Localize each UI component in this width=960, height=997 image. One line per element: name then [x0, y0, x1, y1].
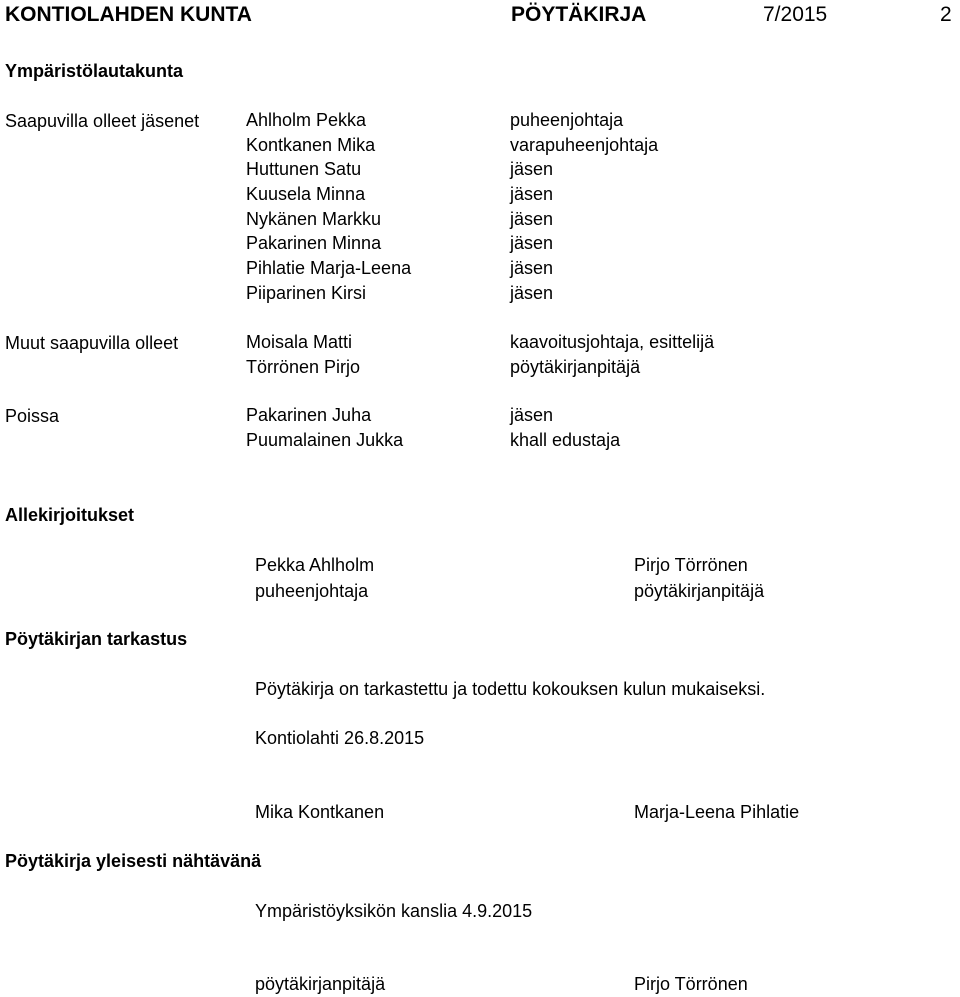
public-display-location-date: Ympäristöyksikön kanslia 4.9.2015 — [255, 901, 533, 921]
signature-right-name: Pirjo Törrönen — [634, 555, 748, 575]
member-role: jäsen — [510, 233, 554, 254]
document-number: 7/2015 — [763, 3, 828, 26]
member-name: Nykänen Markku — [246, 208, 382, 229]
member-name: Pakarinen Minna — [246, 233, 382, 254]
member-role: jäsen — [510, 159, 554, 180]
member-name: Kuusela Minna — [246, 184, 366, 205]
document-type: PÖYTÄKIRJA — [511, 3, 647, 26]
member-role: jäsen — [510, 208, 554, 229]
other-present-label: Muut saapuvilla olleet — [5, 333, 179, 353]
member-role: jäsen — [510, 282, 554, 303]
public-display-signer-name: Pirjo Törrönen — [634, 974, 748, 994]
public-display-signer-role: pöytäkirjanpitäjä — [255, 974, 386, 994]
member-name: Piiparinen Kirsi — [246, 282, 367, 303]
other-present-names — [246, 330, 360, 379]
member-name: Pihlatie Marja-Leena — [246, 258, 412, 279]
member-role: jäsen — [510, 184, 554, 205]
review-statement: Pöytäkirja on tarkastettu ja todettu kokouksen kulun mukaiseksi. — [255, 679, 766, 699]
review-place-date: Kontiolahti 26.8.2015 — [255, 728, 425, 748]
member-name: Kontkanen Mika — [246, 134, 376, 155]
member-role: pöytäkirjanpitäjä — [510, 356, 641, 377]
signature-left-role: puheenjohtaja — [255, 581, 369, 601]
member-role: varapuheenjohtaja — [510, 134, 659, 155]
committee-name: Ympäristölautakunta — [5, 61, 184, 81]
member-name: Puumalainen Jukka — [246, 429, 404, 450]
absent-names — [246, 403, 403, 452]
member-name: Moisala Matti — [246, 332, 353, 352]
member-role: khall edustaja — [510, 429, 621, 450]
member-name: Ahlholm Pekka — [246, 110, 367, 130]
municipality-title: KONTIOLAHDEN KUNTA — [5, 3, 252, 26]
reviewer-1-name: Mika Kontkanen — [255, 802, 385, 822]
absent-roles — [510, 403, 620, 452]
signature-left-name: Pekka Ahlholm — [255, 555, 375, 575]
member-role: puheenjohtaja — [510, 110, 624, 130]
present-members-label: Saapuvilla olleet jäsenet — [5, 111, 200, 131]
signature-right-role: pöytäkirjanpitäjä — [634, 581, 765, 601]
member-role: kaavoitusjohtaja, esittelijä — [510, 332, 715, 352]
member-name: Törrönen Pirjo — [246, 356, 361, 377]
other-present-roles — [510, 330, 714, 379]
review-heading: Pöytäkirjan tarkastus — [5, 629, 188, 649]
member-role: jäsen — [510, 405, 554, 425]
signatures-heading: Allekirjoitukset — [5, 505, 135, 525]
member-role: jäsen — [510, 258, 554, 279]
member-name: Pakarinen Juha — [246, 405, 372, 425]
absent-label: Poissa — [5, 406, 60, 426]
public-display-heading: Pöytäkirja yleisesti nähtävänä — [5, 851, 262, 871]
member-name: Huttunen Satu — [246, 159, 362, 180]
present-members-names — [246, 108, 411, 306]
reviewer-2-name: Marja-Leena Pihlatie — [634, 802, 800, 822]
page-number: 2 — [940, 3, 952, 26]
present-members-roles — [510, 108, 658, 306]
